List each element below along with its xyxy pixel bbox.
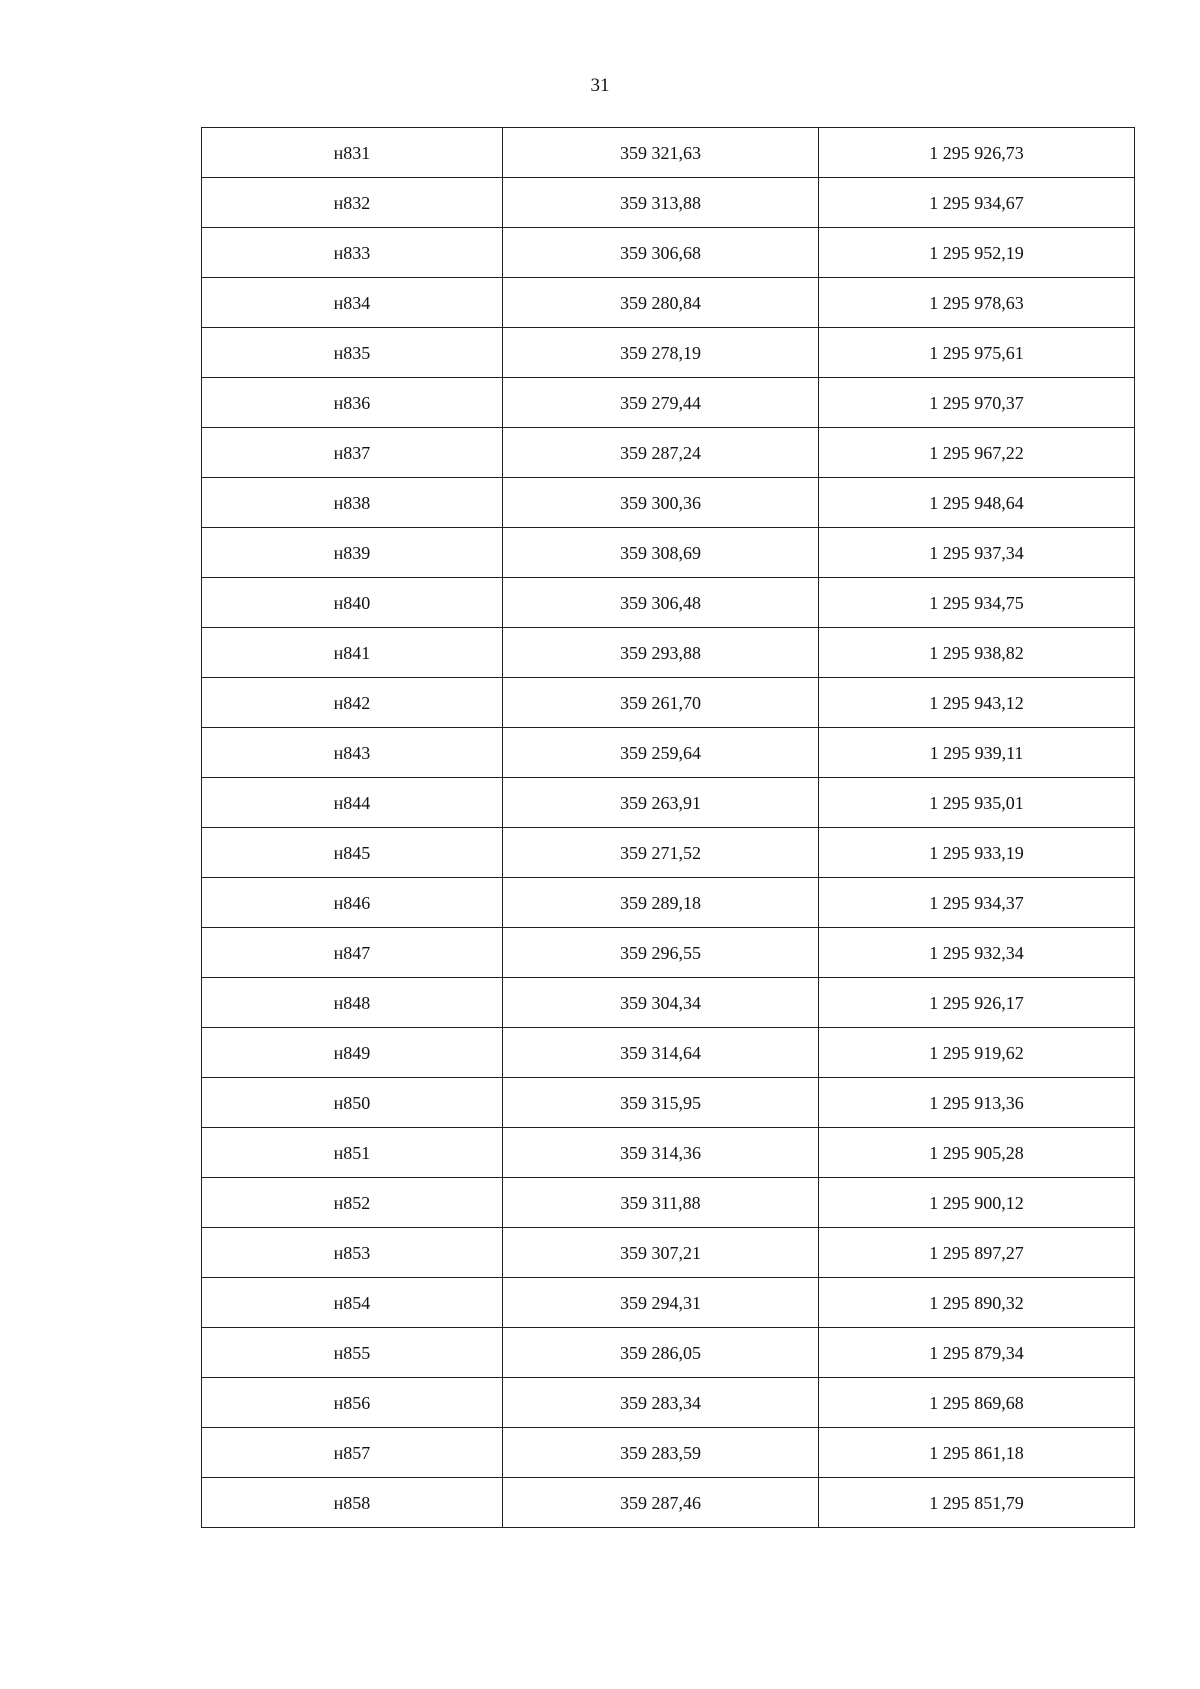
y-coordinate-cell: 1 295 897,27	[819, 1228, 1135, 1278]
y-coordinate-cell: 1 295 934,37	[819, 878, 1135, 928]
table-row	[202, 1178, 1135, 1228]
table-row	[202, 628, 1135, 678]
table-row	[202, 1128, 1135, 1178]
point-id-cell: н855	[202, 1328, 503, 1378]
x-coordinate-cell: 359 311,88	[503, 1178, 819, 1228]
x-coordinate-cell: 359 306,68	[503, 228, 819, 278]
table-row	[202, 228, 1135, 278]
y-coordinate-cell: 1 295 935,01	[819, 778, 1135, 828]
point-id-cell: н852	[202, 1178, 503, 1228]
table-row	[202, 828, 1135, 878]
point-id-cell: н856	[202, 1378, 503, 1428]
point-id-cell: н835	[202, 328, 503, 378]
table-row	[202, 1028, 1135, 1078]
y-coordinate-cell: 1 295 934,67	[819, 178, 1135, 228]
point-id-cell: н840	[202, 578, 503, 628]
y-coordinate-cell: 1 295 937,34	[819, 528, 1135, 578]
point-id-cell: н834	[202, 278, 503, 328]
x-coordinate-cell: 359 306,48	[503, 578, 819, 628]
x-coordinate-cell: 359 315,95	[503, 1078, 819, 1128]
point-id-cell: н845	[202, 828, 503, 878]
y-coordinate-cell: 1 295 978,63	[819, 278, 1135, 328]
point-id-cell: н839	[202, 528, 503, 578]
table-row	[202, 378, 1135, 428]
x-coordinate-cell: 359 308,69	[503, 528, 819, 578]
x-coordinate-cell: 359 283,34	[503, 1378, 819, 1428]
x-coordinate-cell: 359 283,59	[503, 1428, 819, 1478]
point-id-cell: н857	[202, 1428, 503, 1478]
point-id-cell: н842	[202, 678, 503, 728]
point-id-cell: н850	[202, 1078, 503, 1128]
table-row	[202, 428, 1135, 478]
point-id-cell: н858	[202, 1478, 503, 1528]
x-coordinate-cell: 359 293,88	[503, 628, 819, 678]
table-row	[202, 1278, 1135, 1328]
x-coordinate-cell: 359 314,36	[503, 1128, 819, 1178]
point-id-cell: н843	[202, 728, 503, 778]
table-row	[202, 928, 1135, 978]
y-coordinate-cell: 1 295 932,34	[819, 928, 1135, 978]
x-coordinate-cell: 359 300,36	[503, 478, 819, 528]
y-coordinate-cell: 1 295 939,11	[819, 728, 1135, 778]
y-coordinate-cell: 1 295 900,12	[819, 1178, 1135, 1228]
table-row	[202, 578, 1135, 628]
y-coordinate-cell: 1 295 943,12	[819, 678, 1135, 728]
point-id-cell: н833	[202, 228, 503, 278]
point-id-cell: н841	[202, 628, 503, 678]
point-id-cell: н849	[202, 1028, 503, 1078]
table-row	[202, 778, 1135, 828]
x-coordinate-cell: 359 307,21	[503, 1228, 819, 1278]
y-coordinate-cell: 1 295 952,19	[819, 228, 1135, 278]
x-coordinate-cell: 359 287,46	[503, 1478, 819, 1528]
table-row	[202, 728, 1135, 778]
y-coordinate-cell: 1 295 948,64	[819, 478, 1135, 528]
y-coordinate-cell: 1 295 938,82	[819, 628, 1135, 678]
point-id-cell: н844	[202, 778, 503, 828]
x-coordinate-cell: 359 294,31	[503, 1278, 819, 1328]
point-id-cell: н838	[202, 478, 503, 528]
y-coordinate-cell: 1 295 933,19	[819, 828, 1135, 878]
y-coordinate-cell: 1 295 934,75	[819, 578, 1135, 628]
point-id-cell: н831	[202, 128, 503, 178]
y-coordinate-cell: 1 295 919,62	[819, 1028, 1135, 1078]
x-coordinate-cell: 359 296,55	[503, 928, 819, 978]
point-id-cell: н832	[202, 178, 503, 228]
point-id-cell: н846	[202, 878, 503, 928]
point-id-cell: н836	[202, 378, 503, 428]
x-coordinate-cell: 359 261,70	[503, 678, 819, 728]
x-coordinate-cell: 359 280,84	[503, 278, 819, 328]
x-coordinate-cell: 359 271,52	[503, 828, 819, 878]
coordinates-table	[201, 127, 1135, 1528]
table-row	[202, 128, 1135, 178]
y-coordinate-cell: 1 295 890,32	[819, 1278, 1135, 1328]
x-coordinate-cell: 359 259,64	[503, 728, 819, 778]
y-coordinate-cell: 1 295 905,28	[819, 1128, 1135, 1178]
y-coordinate-cell: 1 295 869,68	[819, 1378, 1135, 1428]
table-row	[202, 1078, 1135, 1128]
x-coordinate-cell: 359 263,91	[503, 778, 819, 828]
table-row	[202, 678, 1135, 728]
x-coordinate-cell: 359 289,18	[503, 878, 819, 928]
table-row	[202, 978, 1135, 1028]
table-row	[202, 478, 1135, 528]
table-row	[202, 1378, 1135, 1428]
table-row	[202, 528, 1135, 578]
point-id-cell: н848	[202, 978, 503, 1028]
x-coordinate-cell: 359 321,63	[503, 128, 819, 178]
page-number: 31	[590, 75, 610, 96]
coordinates-table-body	[202, 128, 1135, 1528]
x-coordinate-cell: 359 287,24	[503, 428, 819, 478]
point-id-cell: н853	[202, 1228, 503, 1278]
y-coordinate-cell: 1 295 913,36	[819, 1078, 1135, 1128]
y-coordinate-cell: 1 295 879,34	[819, 1328, 1135, 1378]
y-coordinate-cell: 1 295 926,17	[819, 978, 1135, 1028]
point-id-cell: н837	[202, 428, 503, 478]
point-id-cell: н851	[202, 1128, 503, 1178]
y-coordinate-cell: 1 295 926,73	[819, 128, 1135, 178]
x-coordinate-cell: 359 313,88	[503, 178, 819, 228]
x-coordinate-cell: 359 286,05	[503, 1328, 819, 1378]
x-coordinate-cell: 359 314,64	[503, 1028, 819, 1078]
y-coordinate-cell: 1 295 861,18	[819, 1428, 1135, 1478]
x-coordinate-cell: 359 278,19	[503, 328, 819, 378]
y-coordinate-cell: 1 295 975,61	[819, 328, 1135, 378]
x-coordinate-cell: 359 279,44	[503, 378, 819, 428]
x-coordinate-cell: 359 304,34	[503, 978, 819, 1028]
table-row	[202, 1328, 1135, 1378]
table-row	[202, 1228, 1135, 1278]
table-row	[202, 1478, 1135, 1528]
y-coordinate-cell: 1 295 851,79	[819, 1478, 1135, 1528]
table-row	[202, 328, 1135, 378]
y-coordinate-cell: 1 295 970,37	[819, 378, 1135, 428]
y-coordinate-cell: 1 295 967,22	[819, 428, 1135, 478]
table-row	[202, 178, 1135, 228]
table-row	[202, 1428, 1135, 1478]
table-row	[202, 278, 1135, 328]
point-id-cell: н854	[202, 1278, 503, 1328]
table-row	[202, 878, 1135, 928]
point-id-cell: н847	[202, 928, 503, 978]
